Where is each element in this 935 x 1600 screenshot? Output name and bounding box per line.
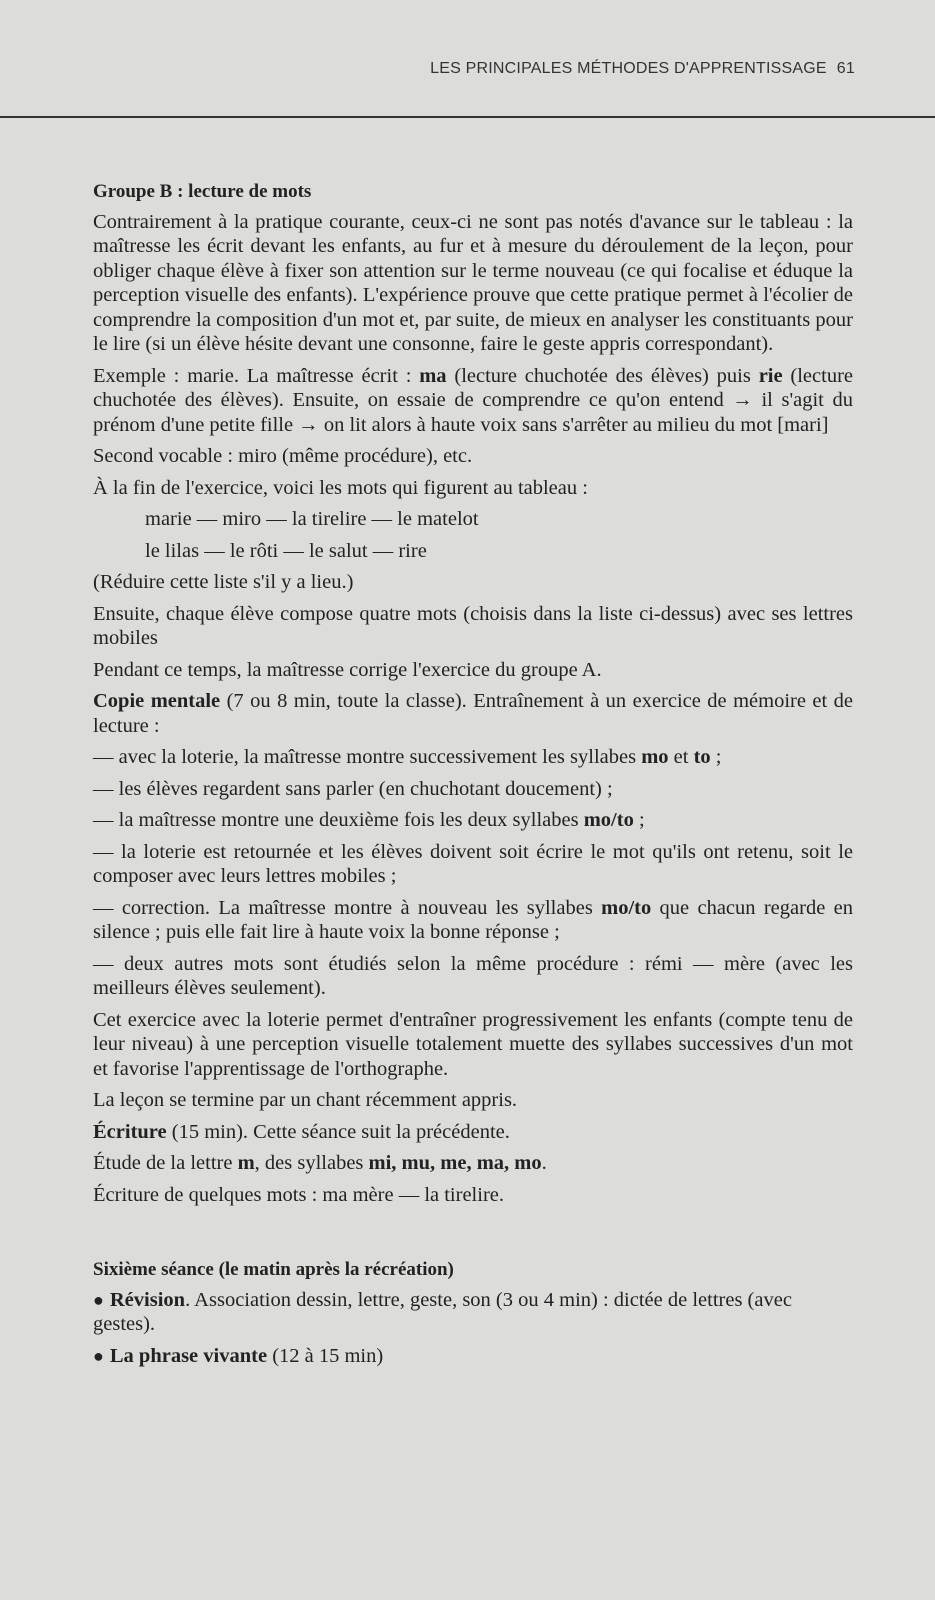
section-gap bbox=[93, 1214, 853, 1258]
teacher-corrects-paragraph: Pendant ce temps, la maîtresse corrige l'exercice du groupe A. bbox=[93, 658, 602, 681]
word-list-line-1: marie — miro — la tirelire — le matelot bbox=[145, 508, 479, 530]
example-text: (lecture chuchotée des élèves) puis bbox=[446, 364, 759, 387]
example-text: (lecture chuchotée des élèves). Ensuite, on essaie de comprendre ce qu'on entend → il s'agit du prénom d'une petite fille → on lit alors à haute voix sans s'arrêter au milieu du mot [mari] bbox=[93, 364, 854, 436]
ecriture-label: Écriture bbox=[93, 1120, 167, 1143]
etude-paragraph bbox=[93, 1151, 853, 1176]
copie-step-6: — deux autres mots sont étudiés selon la même procédure : rémi — mère (avec les meilleurs élèves seulement). bbox=[93, 952, 853, 999]
phrase-vivante-label: La phrase vivante bbox=[109, 1344, 268, 1367]
end-of-exercise: À la fin de l'exercice, voici les mots qui figurent au tableau : bbox=[93, 476, 588, 499]
copie-step-4: — la loterie est retournée et les élèves doivent soit écrire le mot qu'ils ont retenu, soit le composer avec leurs lettres mobiles ; bbox=[93, 840, 853, 887]
example-paragraph bbox=[93, 364, 853, 438]
loterie-paragraph: Cet exercice avec la loterie permet d'entraîner progressivement les enfants (compte tenu de leur niveau) à une perception visuelle totalement muette des syllabes successives d'un mot et favorise l'apprentissage de l'orthographe. bbox=[93, 1008, 853, 1080]
copie-mentale-paragraph bbox=[93, 689, 853, 738]
bullet-icon: ● bbox=[93, 1345, 104, 1366]
copie-step-3 bbox=[93, 808, 853, 833]
example-text: Exemple : marie. La maîtresse écrit : bbox=[93, 364, 420, 387]
ecriture-mots-paragraph: Écriture de quelques mots : ma mère — la tirelire. bbox=[93, 1183, 504, 1206]
groupe-b-heading: Groupe B : lecture de mots bbox=[93, 181, 312, 202]
step-text: ; bbox=[633, 809, 645, 831]
revision-text: . Association dessin, lettre, geste, son (3 ou 4 min) : dictée de lettres (avec gestes). bbox=[93, 1288, 792, 1335]
bullet-icon: ● bbox=[93, 1289, 104, 1310]
step-text: que chacun regarde en silence ; puis elle fait lire à haute voix la bonne réponse ; bbox=[93, 896, 853, 943]
page-number: 61 bbox=[836, 60, 855, 77]
copie-step-2: — les élèves regardent sans parler (en chuchotant doucement) ; bbox=[93, 777, 613, 800]
step-text: ; bbox=[710, 746, 722, 768]
copie-step-1 bbox=[93, 745, 853, 770]
sixieme-seance-heading: Sixième séance (le matin après la récréation) bbox=[93, 1259, 454, 1280]
syllable-rie: rie bbox=[758, 364, 783, 387]
step-text: — avec la loterie, la maîtresse montre successivement les syllabes bbox=[93, 746, 642, 768]
step-text: et bbox=[668, 746, 694, 768]
copie-mentale-label: Copie mentale bbox=[93, 690, 221, 712]
step-text: — correction. La maîtresse montre à nouveau les syllabes bbox=[93, 896, 602, 919]
etude-text: , des syllabes bbox=[254, 1152, 369, 1174]
syllable-to: to bbox=[693, 746, 711, 768]
syllables-mo-to: mo/to bbox=[583, 809, 634, 831]
word-list-line-2: le lilas — le rôti — le salut — rire bbox=[145, 539, 427, 562]
etude-text: . bbox=[541, 1152, 547, 1174]
revision-bullet bbox=[93, 1288, 853, 1337]
header-title: LES PRINCIPALES MÉTHODES D'APPRENTISSAGE bbox=[430, 60, 827, 77]
running-header bbox=[0, 60, 855, 78]
reduce-list-note: (Réduire cette liste s'il y a lieu.) bbox=[93, 571, 354, 593]
revision-label: Révision bbox=[109, 1288, 186, 1311]
syllable-mo: mo bbox=[641, 746, 669, 768]
syllables-mo-to: mo/to bbox=[601, 896, 652, 919]
phrase-vivante-text: (12 à 15 min) bbox=[267, 1344, 384, 1367]
chant-paragraph: La leçon se termine par un chant récemment appris. bbox=[93, 1089, 518, 1111]
ecriture-text: (15 min). Cette séance suit la précédente. bbox=[166, 1120, 510, 1143]
page-body bbox=[93, 180, 853, 1375]
step-text: — la maîtresse montre une deuxième fois les deux syllabes bbox=[93, 809, 584, 831]
header-rule bbox=[0, 116, 935, 118]
groupe-b-paragraph: Contrairement à la pratique courante, ceux-ci ne sont pas notés d'avance sur le tableau : la maîtresse les écrit devant les enfants, au fur et à mesure du déroulement de la leçon, pour obliger chaque élève à fixer son attention sur le terme nouveau (ce qui focalise et éduque la perception visuelle des enfants). L'expérience prouve que cette pratique permet à l'écolier de comprendre la composition d'un mot et, par suite, de mieux en analyser les constituants pour le lire (si un élève hésite devant une consonne, faire le geste appris correspondant). bbox=[93, 210, 853, 355]
phrase-vivante-bullet bbox=[93, 1344, 853, 1369]
copie-step-5 bbox=[93, 896, 853, 945]
letter-m: m bbox=[237, 1152, 255, 1174]
syllables-list: mi, mu, me, ma, mo bbox=[368, 1152, 542, 1174]
syllable-ma: ma bbox=[419, 364, 447, 387]
ecriture-paragraph bbox=[93, 1120, 853, 1145]
compose-words-paragraph: Ensuite, chaque élève compose quatre mots (choisis dans la liste ci-dessus) avec ses lettres mobiles bbox=[93, 602, 853, 649]
second-vocable: Second vocable : miro (même procédure), etc. bbox=[93, 445, 473, 467]
etude-text: Étude de la lettre bbox=[93, 1152, 238, 1174]
copie-mentale-text: (7 ou 8 min, toute la classe). Entraînement à un exercice de mémoire et de lecture : bbox=[93, 690, 853, 737]
